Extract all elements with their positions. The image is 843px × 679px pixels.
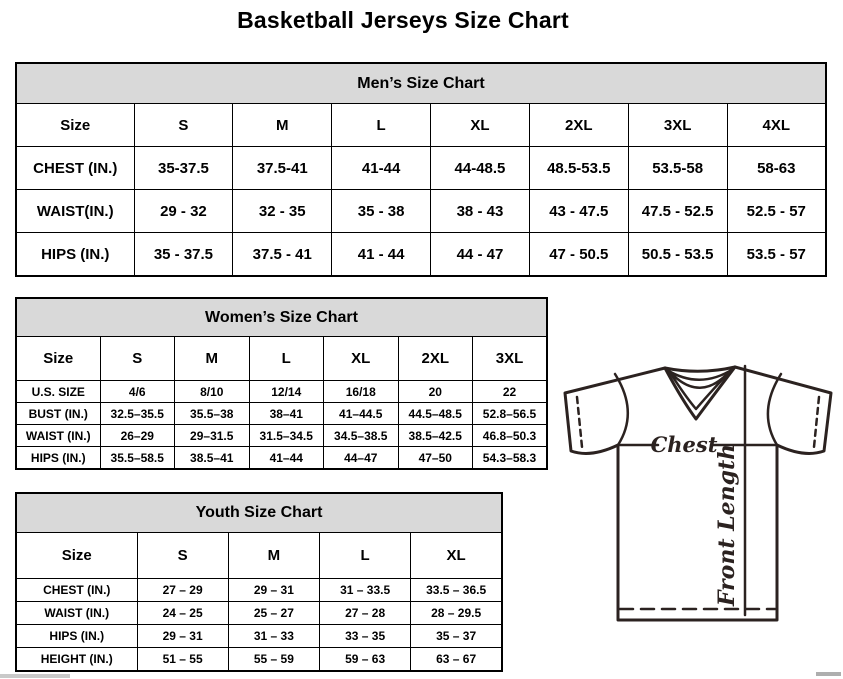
women-value-cell: 31.5–34.5 — [249, 425, 324, 447]
youth-value-cell: 33 – 35 — [320, 625, 411, 648]
women-size-label: Size — [16, 337, 100, 381]
horizontal-scrollbar-fragment-left[interactable] — [0, 674, 70, 678]
women-table-row — [16, 425, 547, 447]
youth-value-cell: 31 – 33.5 — [320, 579, 411, 602]
men-row-label: HIPS (IN.) — [16, 233, 134, 277]
women-chart-title: Women’s Size Chart — [16, 298, 547, 337]
men-value-cell: 41-44 — [332, 147, 431, 190]
women-value-cell: 35.5–58.5 — [100, 447, 175, 470]
women-value-cell: 20 — [398, 381, 473, 403]
women-table-row — [16, 403, 547, 425]
women-col-3xl: 3XL — [473, 337, 548, 381]
men-value-cell: 44-48.5 — [431, 147, 530, 190]
men-table-row — [16, 147, 826, 190]
men-table-row — [16, 190, 826, 233]
women-value-cell: 4/6 — [100, 381, 175, 403]
men-chart-title: Men’s Size Chart — [16, 63, 826, 104]
youth-col-s: S — [137, 533, 228, 579]
youth-row-label: HIPS (IN.) — [16, 625, 137, 648]
men-size-header-row — [16, 104, 826, 147]
women-value-cell: 34.5–38.5 — [324, 425, 399, 447]
youth-value-cell: 28 – 29.5 — [411, 602, 502, 625]
youth-col-xl: XL — [411, 533, 502, 579]
women-value-cell: 35.5–38 — [175, 403, 250, 425]
youth-row-label: WAIST (IN.) — [16, 602, 137, 625]
men-value-cell: 44 - 47 — [431, 233, 530, 277]
youth-col-m: M — [228, 533, 319, 579]
men-col-s: S — [134, 104, 233, 147]
men-value-cell: 37.5-41 — [233, 147, 332, 190]
women-value-cell: 29–31.5 — [175, 425, 250, 447]
mens-size-chart-table — [15, 62, 827, 277]
women-col-s: S — [100, 337, 175, 381]
women-col-xl: XL — [324, 337, 399, 381]
men-value-cell: 29 - 32 — [134, 190, 233, 233]
cuff-dashed-line-left — [577, 397, 582, 447]
youth-value-cell: 55 – 59 — [228, 648, 319, 672]
youth-value-cell: 27 – 29 — [137, 579, 228, 602]
men-col-3xl: 3XL — [628, 104, 727, 147]
women-value-cell: 38.5–42.5 — [398, 425, 473, 447]
men-value-cell: 47 - 50.5 — [529, 233, 628, 277]
men-value-cell: 52.5 - 57 — [727, 190, 826, 233]
women-value-cell: 32.5–35.5 — [100, 403, 175, 425]
front-length-label: Front Length — [714, 443, 740, 607]
men-col-m: M — [233, 104, 332, 147]
women-value-cell: 52.8–56.5 — [473, 403, 548, 425]
youth-table-row — [16, 625, 502, 648]
men-value-cell: 35 - 38 — [332, 190, 431, 233]
men-value-cell: 53.5 - 57 — [727, 233, 826, 277]
men-value-cell: 50.5 - 53.5 — [628, 233, 727, 277]
men-value-cell: 41 - 44 — [332, 233, 431, 277]
armhole-seam-left — [615, 374, 628, 445]
horizontal-scrollbar-fragment-right[interactable] — [816, 672, 841, 676]
youth-value-cell: 63 – 67 — [411, 648, 502, 672]
women-size-header-row — [16, 337, 547, 381]
women-value-cell: 16/18 — [324, 381, 399, 403]
youth-col-l: L — [320, 533, 411, 579]
women-value-cell: 54.3–58.3 — [473, 447, 548, 470]
women-row-label: BUST (IN.) — [16, 403, 100, 425]
youth-row-label: CHEST (IN.) — [16, 579, 137, 602]
women-value-cell: 44.5–48.5 — [398, 403, 473, 425]
men-value-cell: 48.5-53.5 — [529, 147, 628, 190]
women-value-cell: 12/14 — [249, 381, 324, 403]
youth-row-label: HEIGHT (IN.) — [16, 648, 137, 672]
youth-value-cell: 29 – 31 — [137, 625, 228, 648]
womens-size-chart-table — [15, 297, 548, 470]
men-size-label: Size — [16, 104, 134, 147]
jersey-measurement-diagram — [563, 362, 835, 626]
women-value-cell: 38–41 — [249, 403, 324, 425]
men-value-cell: 38 - 43 — [431, 190, 530, 233]
women-col-l: L — [249, 337, 324, 381]
youth-table-row — [16, 579, 502, 602]
youth-size-chart-table — [15, 492, 503, 672]
page-title: Basketball Jerseys Size Chart — [237, 7, 569, 33]
youth-table-row — [16, 648, 502, 672]
men-col-2xl: 2XL — [529, 104, 628, 147]
men-value-cell: 58-63 — [727, 147, 826, 190]
women-value-cell: 22 — [473, 381, 548, 403]
youth-table-row — [16, 602, 502, 625]
women-value-cell: 8/10 — [175, 381, 250, 403]
youth-value-cell: 27 – 28 — [320, 602, 411, 625]
women-table-row — [16, 447, 547, 470]
men-row-label: CHEST (IN.) — [16, 147, 134, 190]
women-value-cell: 38.5–41 — [175, 447, 250, 470]
cuff-dashed-line-right — [814, 397, 819, 447]
youth-value-cell: 51 – 55 — [137, 648, 228, 672]
women-col-m: M — [175, 337, 250, 381]
armhole-seam-right — [768, 374, 781, 445]
women-row-label: U.S. SIZE — [16, 381, 100, 403]
youth-size-label: Size — [16, 533, 137, 579]
men-col-xl: XL — [431, 104, 530, 147]
women-value-cell: 26–29 — [100, 425, 175, 447]
men-value-cell: 37.5 - 41 — [233, 233, 332, 277]
women-value-cell: 41–44.5 — [324, 403, 399, 425]
women-value-cell: 47–50 — [398, 447, 473, 470]
men-value-cell: 35-37.5 — [134, 147, 233, 190]
youth-value-cell: 33.5 – 36.5 — [411, 579, 502, 602]
youth-value-cell: 25 – 27 — [228, 602, 319, 625]
men-value-cell: 35 - 37.5 — [134, 233, 233, 277]
men-row-label: WAIST(IN.) — [16, 190, 134, 233]
men-value-cell: 53.5-58 — [628, 147, 727, 190]
youth-value-cell: 29 – 31 — [228, 579, 319, 602]
women-value-cell: 41–44 — [249, 447, 324, 470]
youth-value-cell: 24 – 25 — [137, 602, 228, 625]
women-value-cell: 44–47 — [324, 447, 399, 470]
women-row-label: WAIST (IN.) — [16, 425, 100, 447]
youth-value-cell: 31 – 33 — [228, 625, 319, 648]
women-row-label: HIPS (IN.) — [16, 447, 100, 470]
men-col-4xl: 4XL — [727, 104, 826, 147]
youth-value-cell: 35 – 37 — [411, 625, 502, 648]
women-table-row — [16, 381, 547, 403]
youth-value-cell: 59 – 63 — [320, 648, 411, 672]
men-value-cell: 47.5 - 52.5 — [628, 190, 727, 233]
youth-chart-title: Youth Size Chart — [16, 493, 502, 533]
chest-label: Chest — [650, 432, 718, 457]
men-value-cell: 32 - 35 — [233, 190, 332, 233]
men-col-l: L — [332, 104, 431, 147]
youth-size-header-row — [16, 533, 502, 579]
women-col-2xl: 2XL — [398, 337, 473, 381]
men-value-cell: 43 - 47.5 — [529, 190, 628, 233]
men-table-row — [16, 233, 826, 277]
women-value-cell: 46.8–50.3 — [473, 425, 548, 447]
